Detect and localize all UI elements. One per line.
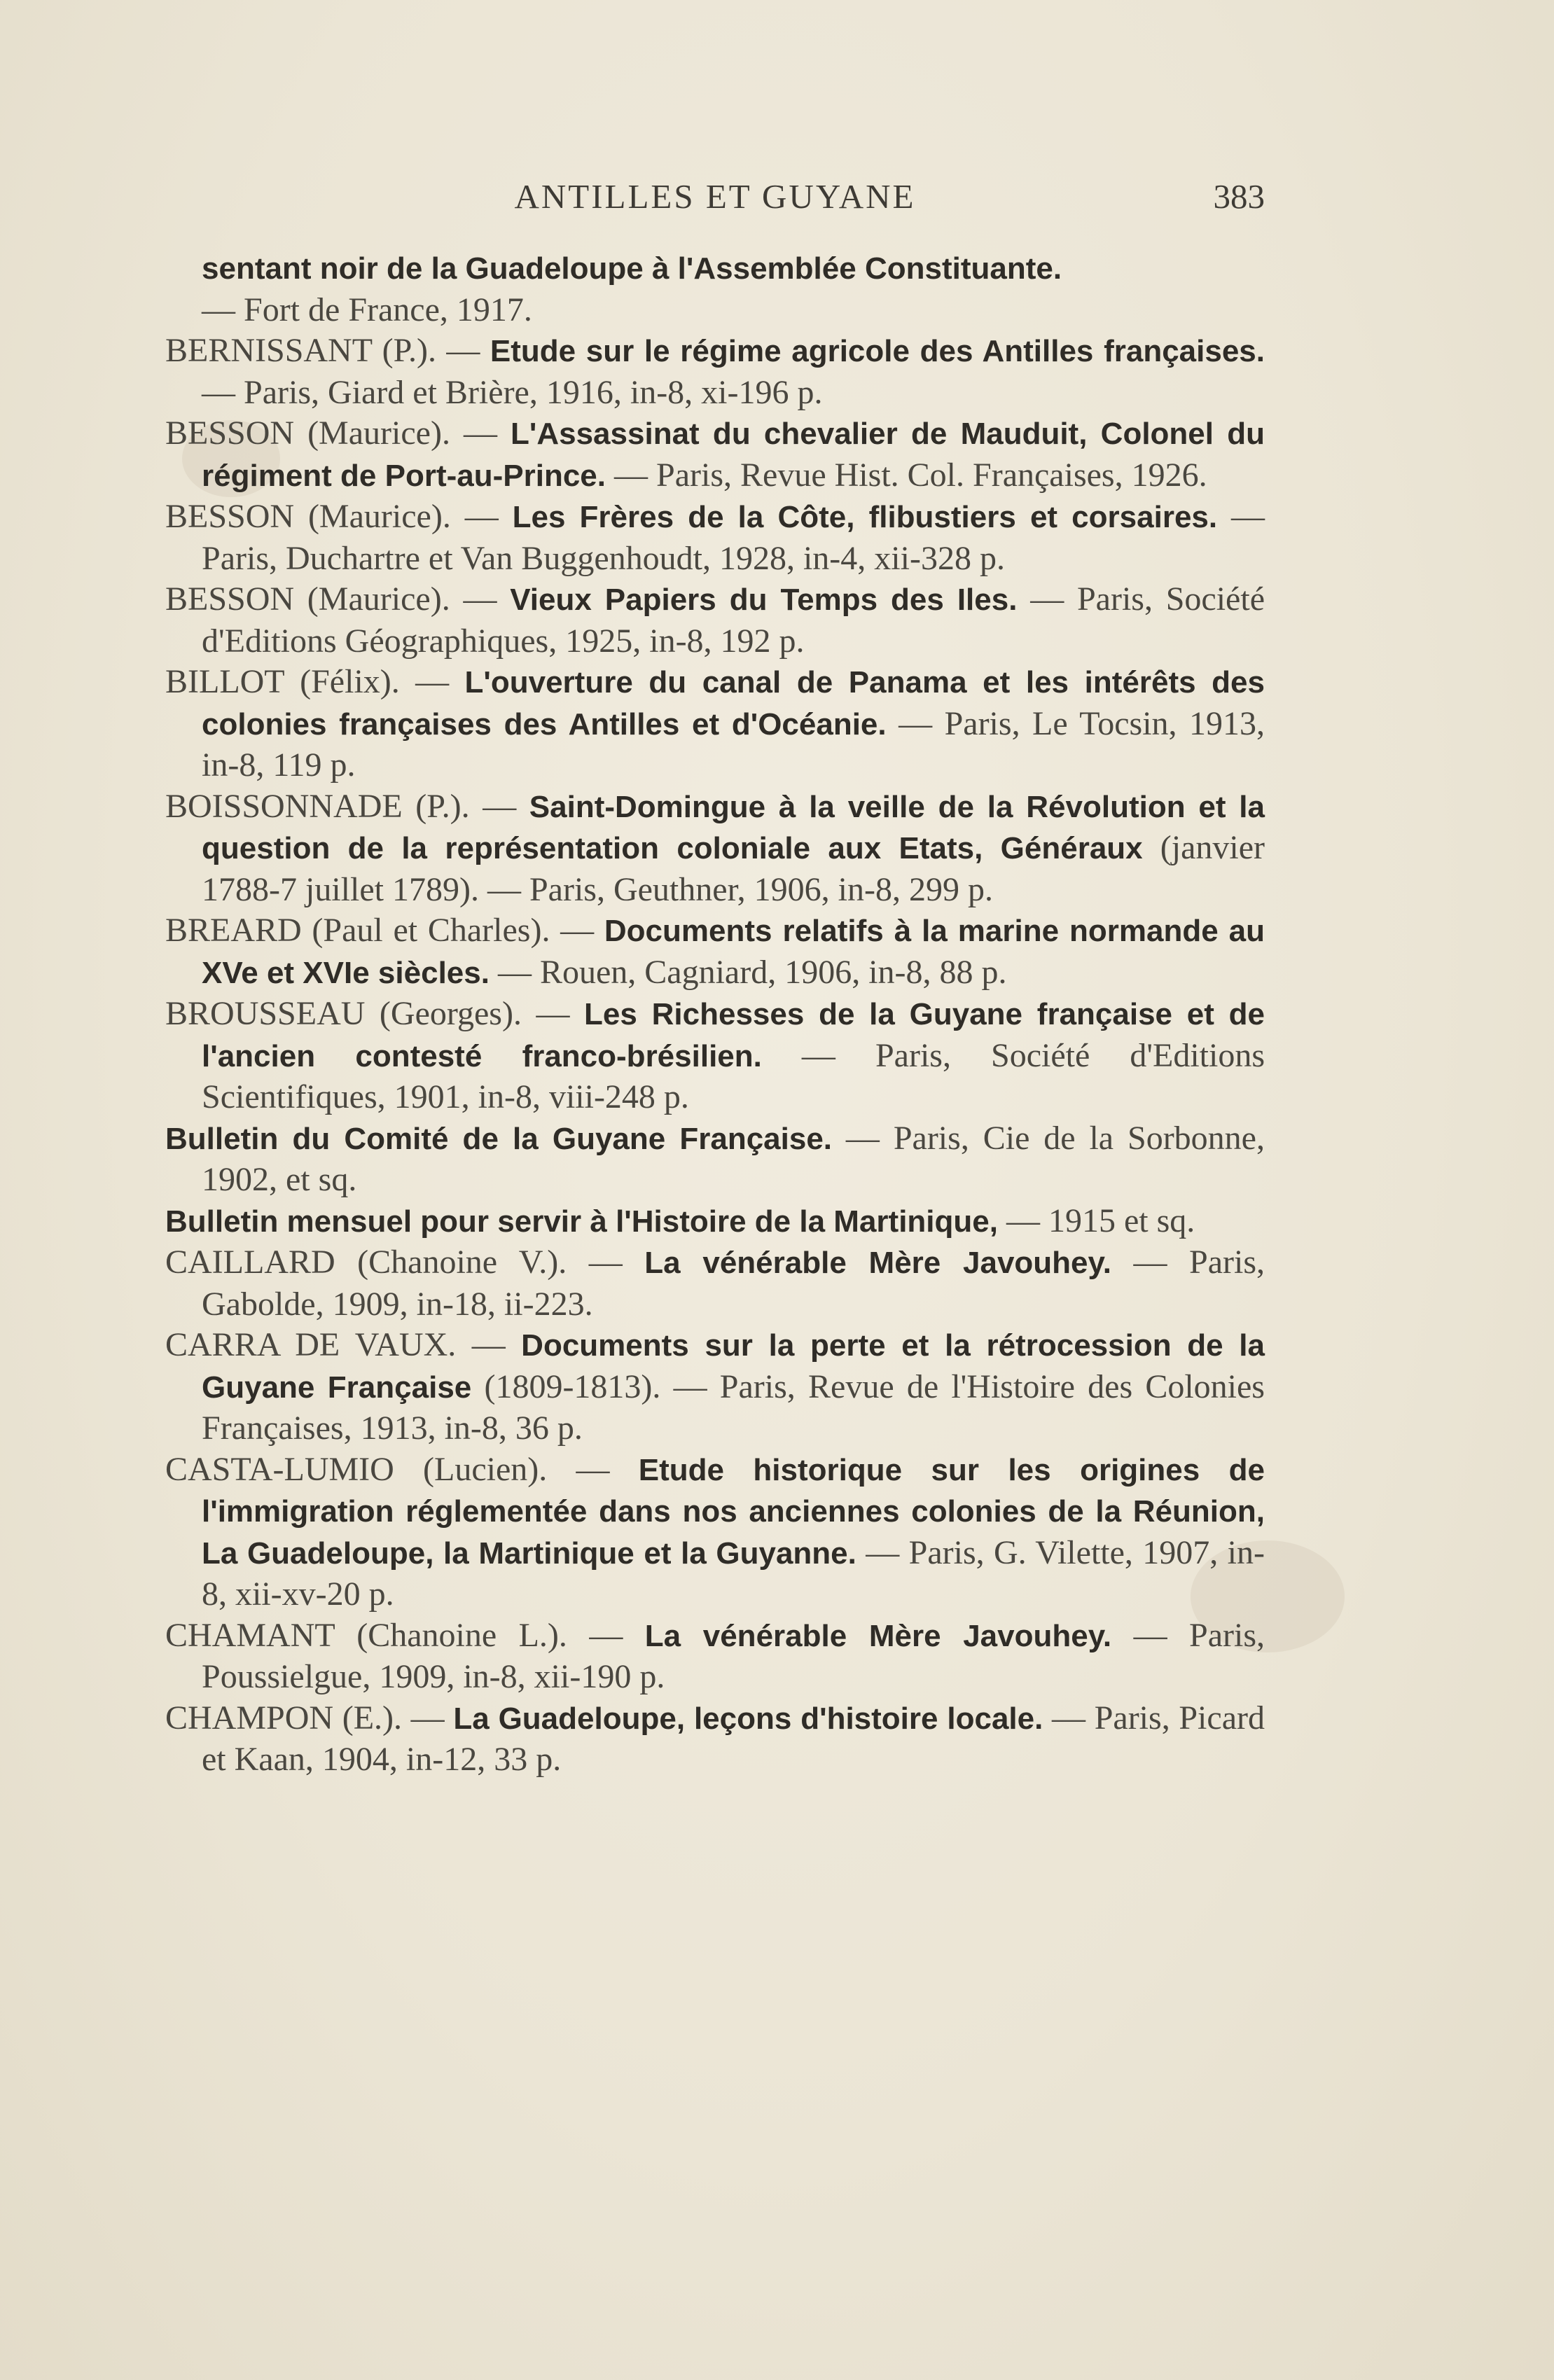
entry-title: Les Frères de la Côte, flibustiers et corsaires. <box>512 500 1218 534</box>
bibliography-entry <box>165 248 1265 330</box>
page-header <box>165 176 1265 225</box>
entry-publication: (1809-1813). — Paris, Revue de l'Histoire des Colonies Françaises, 1913, in-8, 36 p. <box>202 1368 1265 1447</box>
entry-publication: — Rouen, Cagniard, 1906, in-8, 88 p. <box>489 953 1007 991</box>
entry-author: BROUSSEAU (Georges). — <box>165 995 585 1032</box>
bibliography-entry <box>165 1698 1265 1781</box>
entry-title: La vénérable Mère Javouhey. <box>644 1246 1111 1280</box>
bibliography-entry <box>165 413 1265 496</box>
entry-title: Bulletin du Comité de la Guyane Française. <box>165 1121 833 1156</box>
bibliography-entry <box>165 1449 1265 1615</box>
entry-author: CHAMANT (Chanoine L.). — <box>165 1616 645 1654</box>
bibliography-entry <box>165 1118 1265 1201</box>
entry-publication: — Paris, Société d'Editions Géographiques, 1925, in-8, 192 p. <box>202 580 1265 660</box>
entry-author: CARRA DE VAUX. — <box>165 1326 522 1363</box>
entry-publication: — 1915 et sq. <box>997 1202 1195 1239</box>
entry-publication: — Paris, Giard et Brière, 1916, in-8, xi-196 p. <box>202 373 823 411</box>
bibliography-entry <box>165 1201 1265 1243</box>
bibliography-entry <box>165 1615 1265 1698</box>
bibliography-entry <box>165 786 1265 911</box>
entry-author: CASTA-LUMIO (Lucien). — <box>165 1450 639 1488</box>
entry-author: BERNISSANT (P.). — <box>165 332 490 369</box>
bibliography-entry <box>165 662 1265 786</box>
page-number: 383 <box>1213 177 1265 216</box>
bibliography-entry <box>165 496 1265 579</box>
entry-title: Etude historique sur les origines de l'immigration réglementée dans nos anciennes colonies de la Réunion, La Guadeloupe, la Martinique et la Guyanne. <box>202 1452 1265 1571</box>
entry-publication: — Paris, G. Vilette, 1907, in-8, xii-xv-20 p. <box>202 1533 1265 1613</box>
entry-publication: — Paris, Le Tocsin, 1913, in-8, 119 p. <box>202 704 1265 784</box>
entry-author: BESSON (Maurice). — <box>165 415 511 452</box>
entry-author: BESSON (Maurice). — <box>165 580 511 618</box>
entry-publication: — Fort de France, 1917. <box>202 291 532 328</box>
entry-title: La vénérable Mère Javouhey. <box>644 1618 1112 1653</box>
entry-publication: — Paris, Picard et Kaan, 1904, in-12, 33 p. <box>202 1699 1265 1778</box>
entry-author: BOISSONNADE (P.). — <box>165 787 529 825</box>
entry-title: Vieux Papiers du Temps des Iles. <box>510 583 1018 617</box>
bibliography-entry <box>165 1242 1265 1325</box>
entry-publication: — Paris, Cie de la Sorbonne, 1902, et sq. <box>202 1119 1265 1198</box>
entry-publication: — Paris, Revue Hist. Col. Françaises, 1926. <box>606 456 1207 494</box>
entry-title: Les Richesses de la Guyane française et de l'ancien contesté franco-brésilien. <box>202 997 1265 1073</box>
entry-title: L'Assassinat du chevalier de Mauduit, Colonel du régiment de Port-au-Prince. <box>202 417 1265 493</box>
bibliography-entry <box>165 579 1265 662</box>
bibliography-entry <box>165 1325 1265 1449</box>
entry-title: La Guadeloupe, leçons d'histoire locale. <box>453 1701 1043 1736</box>
entry-title: Saint-Domingue à la veille de la Révolution et la question de la représentation coloniale aux Etats, Généraux <box>202 789 1265 865</box>
entry-title: Documents sur la perte et la rétrocession de la Guyane Française <box>202 1328 1265 1405</box>
entry-publication: (janvier 1788-7 juillet 1789). — Paris, Geuthner, 1906, in-8, 299 p. <box>202 829 1265 908</box>
entry-author: CAILLARD (Chanoine V.). — <box>165 1244 645 1281</box>
entry-title: Bulletin mensuel pour servir à l'Histoire de la Martinique, <box>165 1204 998 1239</box>
entry-author: BREARD (Paul et Charles). — <box>165 912 604 949</box>
entry-author: BILLOT (Félix). — <box>165 663 465 700</box>
entry-publication: — Paris, Duchartre et Van Buggenhoudt, 1928, in-4, xii-328 p. <box>202 498 1265 577</box>
entry-publication: — Paris, Société d'Editions Scientifiques, 1901, in-8, viii-248 p. <box>202 1036 1265 1115</box>
entry-author: CHAMPON (E.). — <box>165 1699 454 1737</box>
entry-publication: — Paris, Poussielgue, 1909, in-8, xii-190 p. <box>202 1616 1265 1695</box>
running-title: ANTILLES ET GUYANE <box>514 177 916 216</box>
bibliography-entry <box>165 994 1265 1118</box>
bibliography-entry <box>165 910 1265 994</box>
entry-title: Etude sur le régime agricole des Antilles françaises. <box>490 334 1265 368</box>
entry-title: Documents relatifs à la marine normande au XVe et XVIe siècles. <box>202 914 1265 990</box>
entry-publication: — Paris, Gabolde, 1909, in-18, ii-223. <box>202 1244 1265 1323</box>
entry-title: sentant noir de la Guadeloupe à l'Assemblée Constituante. <box>202 251 1062 286</box>
entry-title: L'ouverture du canal de Panama et les intérêts des colonies françaises des Antilles et d'Océanie. <box>202 665 1265 742</box>
bibliography-entry <box>165 330 1265 413</box>
entry-author: BESSON (Maurice). — <box>165 498 513 535</box>
bibliography-list <box>165 248 1265 1781</box>
